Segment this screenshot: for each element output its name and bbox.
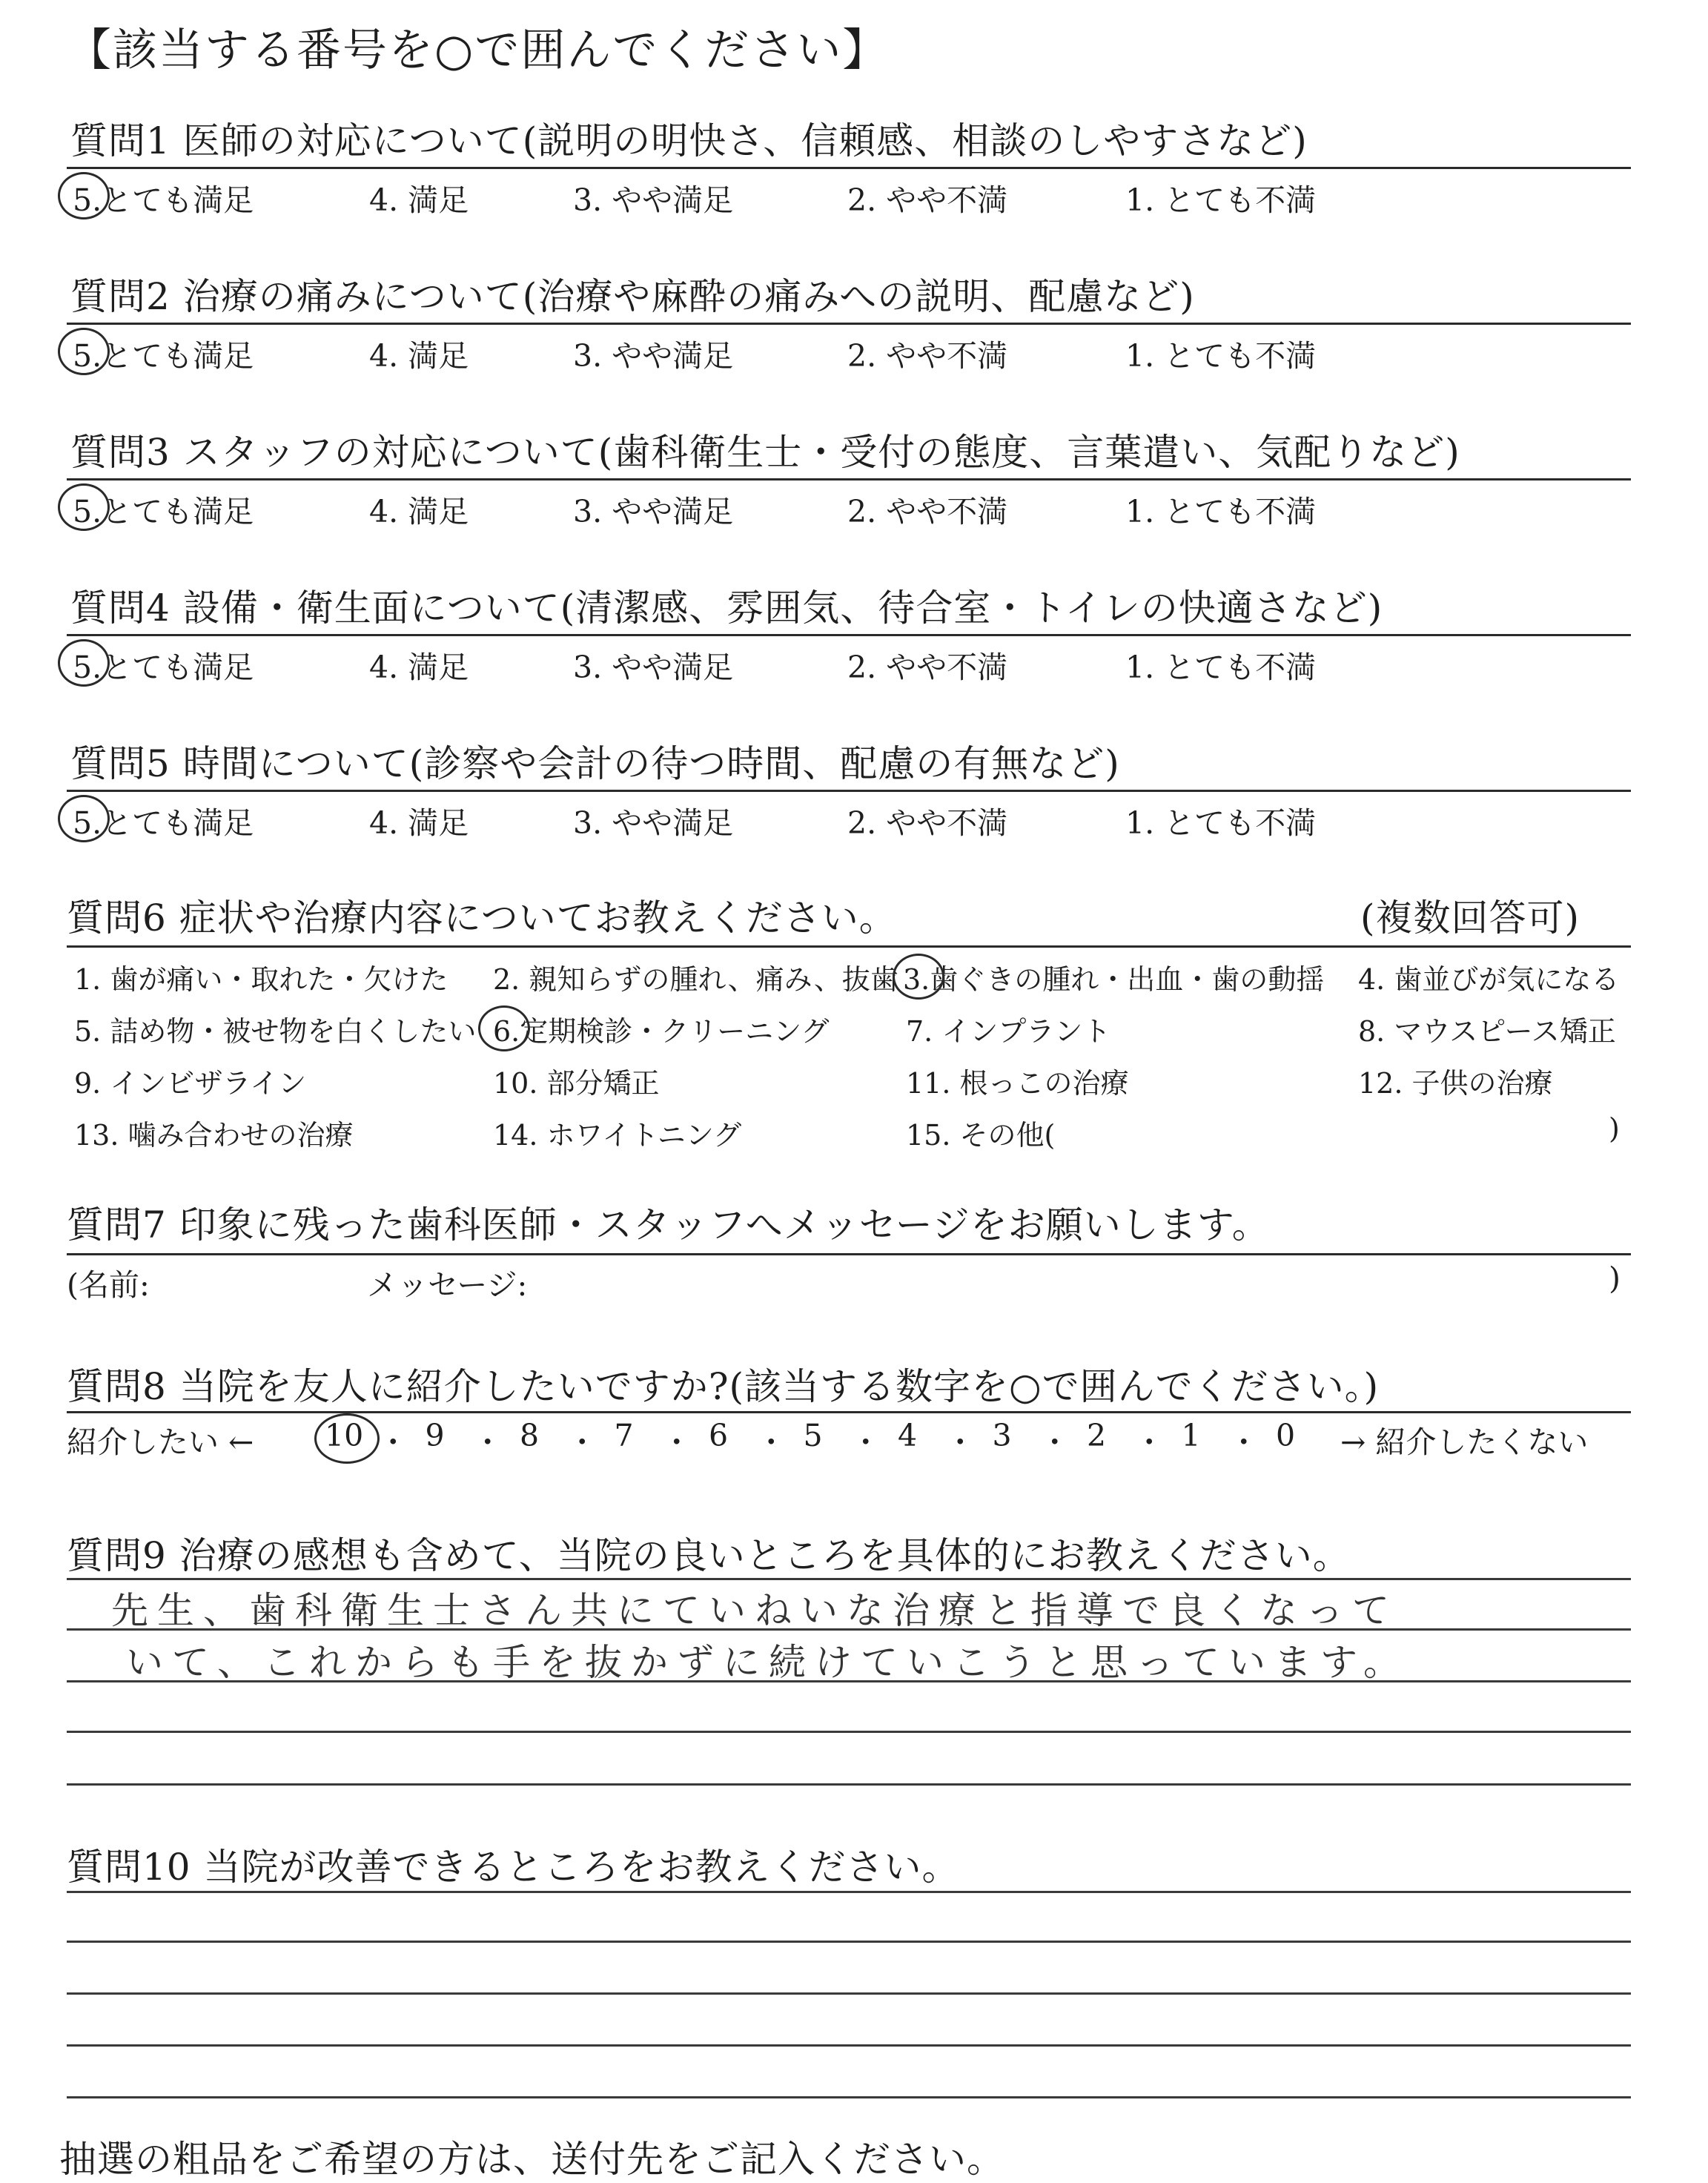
q7-close: ): [1609, 1261, 1621, 1296]
q4-option-4: 4. 満足: [369, 650, 469, 685]
q7-title: 質問7 印象に残った歯科医師・スタッフへメッセージをお願いします。: [67, 1203, 1270, 1246]
q1-option-3: 3. やや満足: [573, 182, 734, 218]
q10-line-1: [67, 1891, 1631, 1893]
q4-option-3: 3. やや満足: [573, 650, 734, 685]
q5-option-1: 1. とても不満: [1125, 805, 1317, 841]
q2-option-5: 5.とても満足: [73, 338, 254, 374]
q8-selected-circle: [314, 1413, 380, 1464]
q4-option-5: 5.とても満足: [73, 650, 254, 685]
q9-line-5: [67, 1783, 1631, 1786]
q1-option-4: 4. 満足: [369, 182, 469, 218]
q5-selected-circle: [58, 795, 110, 842]
q7-name-label: (名前:: [67, 1267, 150, 1303]
q6-item-9: 9. インビザライン: [74, 1067, 307, 1100]
q4-option-2: 2. やや不満: [847, 650, 1008, 685]
q6-item-12: 12. 子供の治療: [1358, 1067, 1553, 1100]
q2-option-3: 3. やや満足: [573, 338, 734, 374]
q6-item-1: 1. 歯が痛い・取れた・欠けた: [74, 963, 448, 996]
q5-rule: [67, 790, 1631, 792]
q8-right-label: → 紹介したくない: [1340, 1424, 1589, 1460]
q6-item-15: 15. その他(: [906, 1119, 1056, 1152]
q8-scale-7: 7: [614, 1418, 634, 1453]
q9-line-4: [67, 1731, 1631, 1733]
q4-selected-circle: [58, 639, 110, 687]
q8-rule: [67, 1411, 1631, 1413]
q8-scale-separator: ・: [755, 1424, 787, 1460]
q9-title: 質問9 治療の感想も含めて、当院の良いところを具体的にお教えください。: [67, 1534, 1351, 1577]
q8-scale-4: 4: [898, 1418, 918, 1453]
q8-scale-separator: ・: [1039, 1424, 1070, 1460]
q10-line-3: [67, 1992, 1631, 1995]
q2-selected-circle: [58, 328, 110, 375]
q6-item-6: 6.定期検診・クリーニング: [493, 1015, 830, 1048]
q1-title: 質問1 医師の対応について(説明の明快さ、信頼感、相談のしやすさなど): [70, 119, 1308, 162]
q4-option-1: 1. とても不満: [1125, 650, 1317, 685]
q1-option-5: 5.とても満足: [73, 182, 254, 218]
q8-scale-0: 0: [1276, 1418, 1296, 1453]
q8-scale-separator: ・: [1228, 1424, 1260, 1460]
q8-scale-3: 3: [992, 1418, 1012, 1453]
q6-item-15-close: ): [1609, 1112, 1620, 1145]
q3-selected-circle: [58, 483, 110, 531]
q3-rule: [67, 478, 1631, 480]
q10-line-5: [67, 2096, 1631, 2098]
q8-scale-2: 2: [1087, 1418, 1107, 1453]
q8-title: 質問8 当院を友人に紹介したいですか?(該当する数字を○で囲んでください。): [67, 1365, 1380, 1408]
q6-item-3-circle: [893, 954, 944, 1000]
q3-option-5: 5.とても満足: [73, 494, 254, 529]
q6-item-5: 5. 詰め物・被せ物を白くしたい: [74, 1015, 477, 1048]
q6-item-14: 14. ホワイトニング: [493, 1119, 742, 1152]
q7-message-label: メッセージ:: [367, 1267, 528, 1303]
q8-scale-separator: ・: [472, 1424, 503, 1460]
q10-line-4: [67, 2044, 1631, 2047]
q6-item-13: 13. 噛み合わせの治療: [74, 1119, 354, 1152]
q4-title: 質問4 設備・衛生面について(清潔感、雰囲気、待合室・トイレの快適さなど): [70, 587, 1383, 630]
q9-line-2: [67, 1628, 1631, 1631]
q6-item-7: 7. インプラント: [906, 1015, 1111, 1048]
q3-option-1: 1. とても不満: [1125, 494, 1317, 529]
q10-line-2: [67, 1941, 1631, 1943]
q2-option-2: 2. やや不満: [847, 338, 1008, 374]
q8-scale-separator: ・: [661, 1424, 692, 1460]
q8-scale-separator: ・: [944, 1424, 976, 1460]
q8-scale-separator: ・: [566, 1424, 598, 1460]
q8-scale-8: 8: [520, 1418, 540, 1453]
q1-rule: [67, 167, 1631, 169]
q2-rule: [67, 323, 1631, 325]
q2-option-1: 1. とても不満: [1125, 338, 1317, 374]
q6-item-6-circle: [478, 1005, 530, 1051]
q6-item-4: 4. 歯並びが気になる: [1358, 963, 1620, 996]
q3-option-4: 4. 満足: [369, 494, 469, 529]
q5-option-3: 3. やや満足: [573, 805, 734, 841]
footer-text: 抽選の粗品をご希望の方は、送付先をご記入ください。: [59, 2138, 1004, 2181]
q6-item-8: 8. マウスピース矯正: [1358, 1015, 1616, 1048]
q9-answer-line-2: いて、これからも手を抜かずに続けていこうと思っています。: [126, 1641, 1409, 1684]
q1-option-1: 1. とても不満: [1125, 182, 1317, 218]
q5-option-4: 4. 満足: [369, 805, 469, 841]
q7-rule: [67, 1253, 1631, 1255]
q6-item-11: 11. 根っこの治療: [906, 1067, 1129, 1100]
q5-option-5: 5.とても満足: [73, 805, 254, 841]
page-header: 【該当する番号を○で囲んでください】: [67, 24, 889, 76]
q5-title: 質問5 時間について(診察や会計の待つ時間、配慮の有無など): [70, 742, 1120, 785]
q9-answer-line-1: 先生、歯科衛生士さん共にていねいな治療と指導で良くなって: [111, 1589, 1398, 1632]
q8-scale-separator: ・: [850, 1424, 881, 1460]
q6-title: 質問6 症状や治療内容についてお教えください。: [67, 896, 897, 939]
q6-rule: [67, 945, 1631, 948]
q8-scale-separator: ・: [1133, 1424, 1165, 1460]
q10-title: 質問10 当院が改善できるところをお教えください。: [67, 1846, 960, 1889]
q8-scale-separator: ・: [377, 1424, 408, 1460]
q9-line-3: [67, 1680, 1631, 1682]
q8-left-label: 紹介したい ←: [67, 1424, 254, 1460]
q3-option-3: 3. やや満足: [573, 494, 734, 529]
q2-title: 質問2 治療の痛みについて(治療や麻酔の痛みへの説明、配慮など): [70, 275, 1195, 318]
q8-scale-6: 6: [709, 1418, 729, 1453]
q8-scale-10: 10: [325, 1418, 364, 1453]
q6-item-10: 10. 部分矯正: [493, 1067, 660, 1100]
q9-line-1: [67, 1578, 1631, 1580]
q3-title: 質問3 スタッフの対応について(歯科衛生士・受付の態度、言葉遣い、気配りなど): [70, 431, 1460, 474]
q6-note: (複数回答可): [1360, 896, 1580, 939]
q1-selected-circle: [58, 172, 110, 219]
q8-scale-5: 5: [803, 1418, 823, 1453]
q8-scale-9: 9: [425, 1418, 445, 1453]
q6-item-2: 2. 親知らずの腫れ、痛み、抜歯: [493, 963, 898, 996]
q5-option-2: 2. やや不満: [847, 805, 1008, 841]
q8-scale-1: 1: [1181, 1418, 1201, 1453]
q3-option-2: 2. やや不満: [847, 494, 1008, 529]
q4-rule: [67, 634, 1631, 636]
q2-option-4: 4. 満足: [369, 338, 469, 374]
q1-option-2: 2. やや不満: [847, 182, 1008, 218]
q6-item-3: 3.歯ぐきの腫れ・出血・歯の動揺: [903, 963, 1325, 996]
